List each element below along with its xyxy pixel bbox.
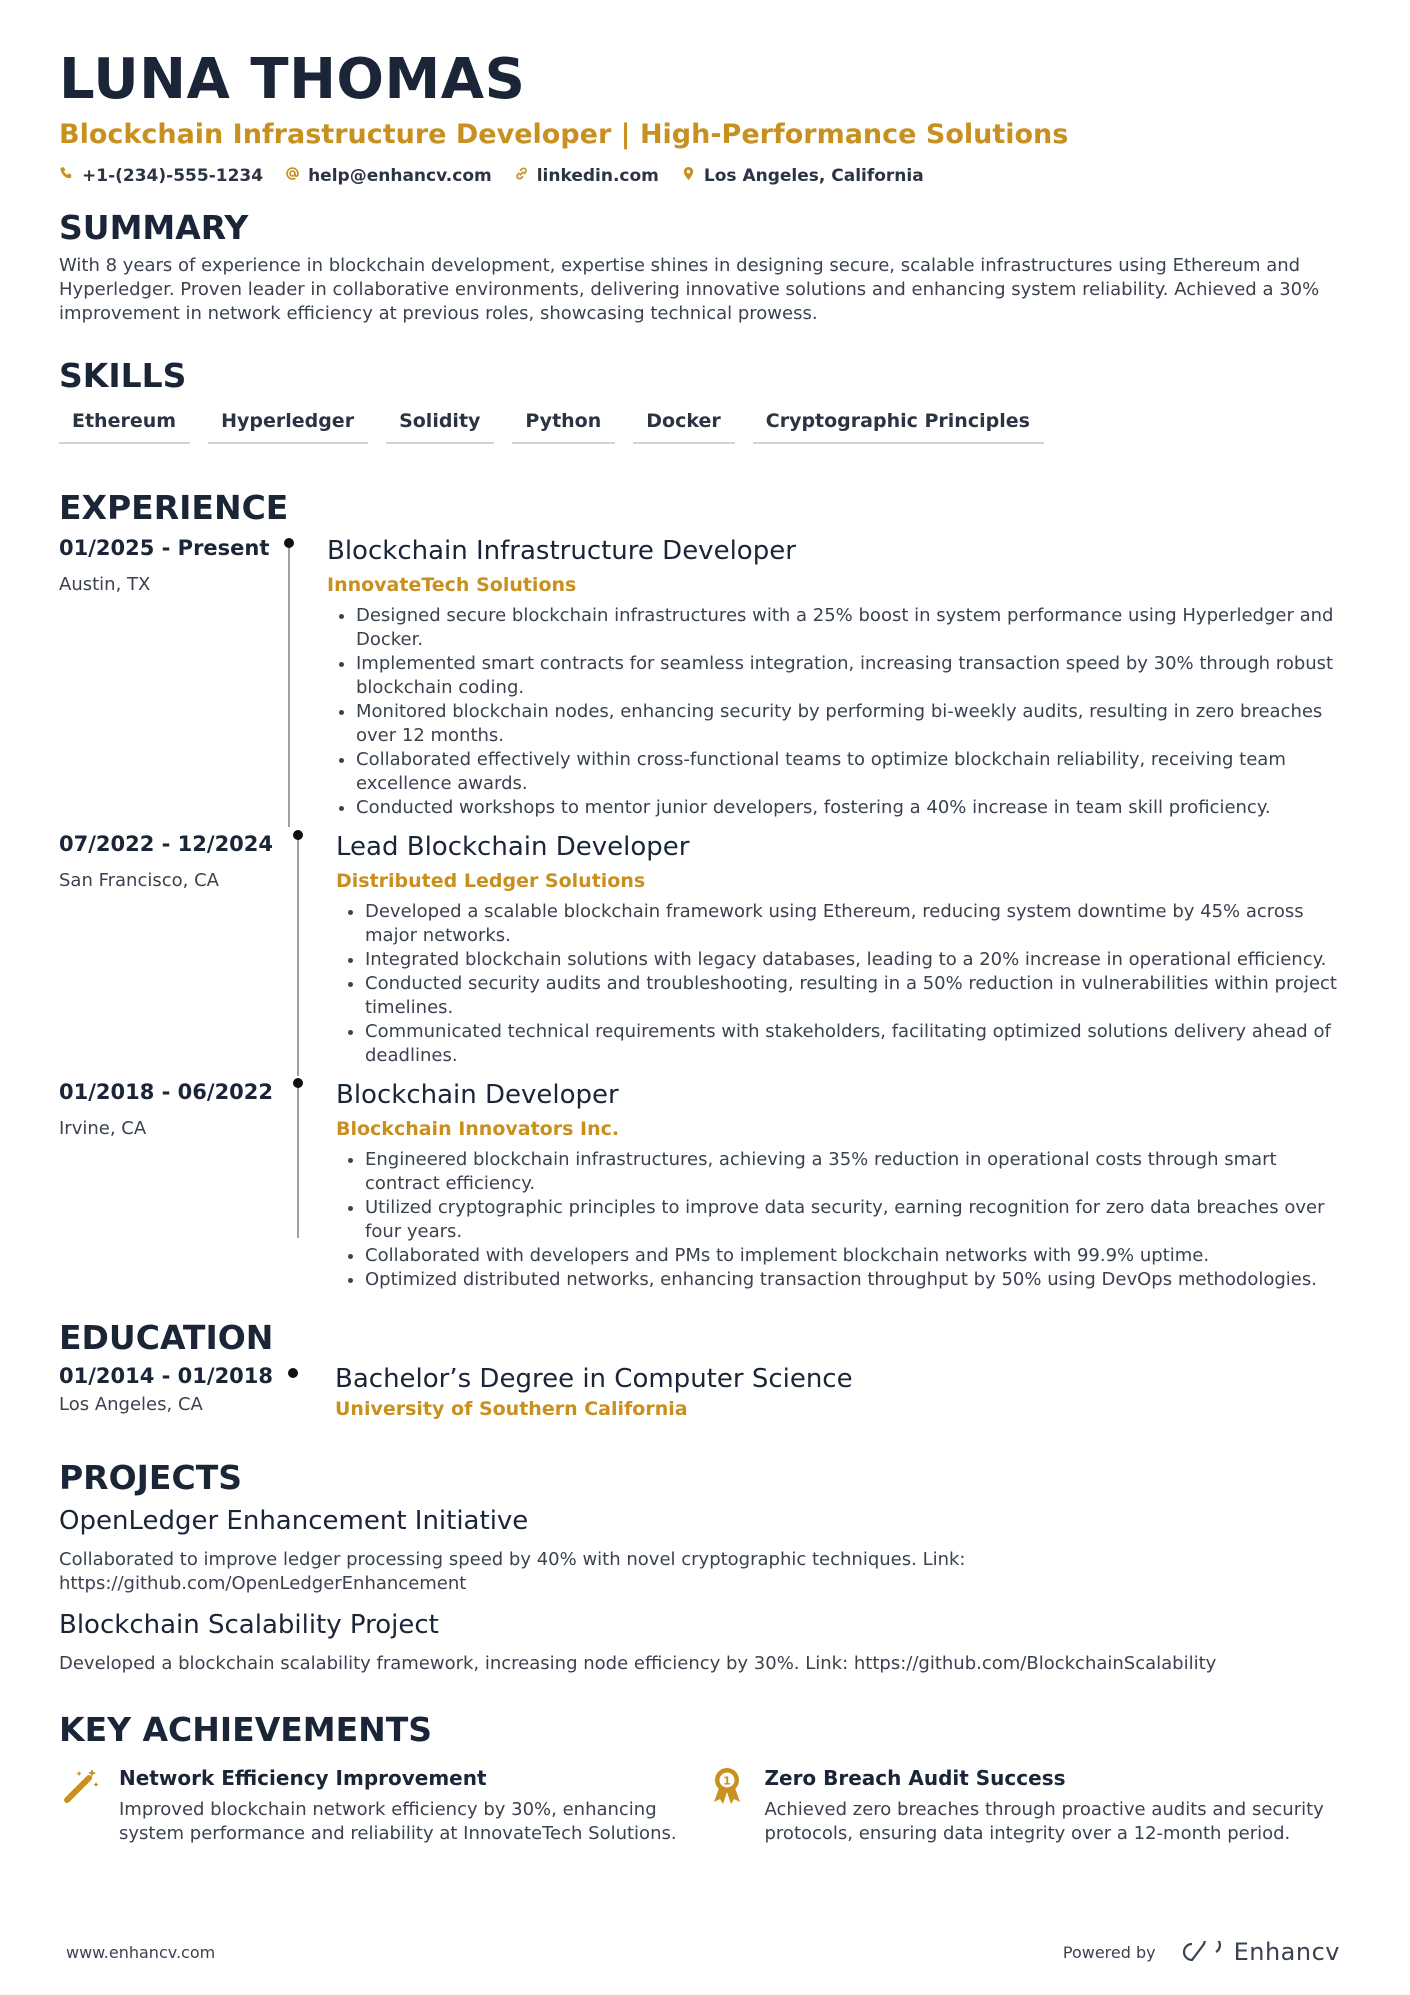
contact-row <box>59 166 1350 186</box>
skill-tag: Cryptographic Principles <box>753 408 1044 444</box>
magic-wand-icon <box>59 1764 103 1808</box>
summary-heading: SUMMARY <box>59 208 249 247</box>
footer-website-link[interactable]: www.enhancv.com <box>66 1942 216 1962</box>
footer <box>66 1938 1340 1966</box>
enhancv-logo-icon <box>1182 1941 1226 1963</box>
job-location: Austin, TX <box>59 574 151 595</box>
education-date: 01/2014 - 01/2018 <box>59 1364 274 1388</box>
timeline-line <box>297 1082 299 1238</box>
timeline-dot <box>284 538 294 548</box>
job-entry <box>59 830 1350 1068</box>
education-heading: EDUCATION <box>59 1318 274 1357</box>
achievements-grid <box>59 1764 1350 1846</box>
contact-location <box>681 166 924 186</box>
achievement-description: Achieved zero breaches through proactive audits and security protocols, ensuring data integrity over a 12-month period. <box>764 1799 1324 1844</box>
education-section <box>59 1318 1350 1422</box>
project-description: Developed a blockchain scalability framework, increasing node efficiency by 30%. Link: https://github.com/BlockchainScalability <box>59 1653 1217 1674</box>
location-text: Los Angeles, California <box>703 166 924 186</box>
contact-phone[interactable] <box>59 166 263 186</box>
powered-by-label: Powered by <box>1062 1942 1156 1962</box>
job-bullet: • Implemented smart contracts for seamless integration, increasing transaction speed by 30% through robust blockchain coding. <box>356 652 1350 700</box>
timeline-line <box>288 542 290 827</box>
achievements-heading: KEY ACHIEVEMENTS <box>59 1710 433 1749</box>
achievements-section <box>59 1710 1350 1846</box>
achievement-item <box>705 1764 1351 1846</box>
job-location: San Francisco, CA <box>59 870 219 891</box>
timeline-dot <box>293 830 303 840</box>
at-icon <box>285 166 300 186</box>
powered-by <box>1063 1938 1340 1966</box>
job-bullet: • Communicated technical requirements with stakeholders, facilitating optimized solutions delivery ahead of deadlines. <box>365 1020 1350 1068</box>
job-location: Irvine, CA <box>59 1118 147 1139</box>
summary-section <box>59 208 1350 326</box>
enhancv-logo[interactable] <box>1182 1938 1340 1966</box>
timeline-line <box>297 834 299 1076</box>
job-title: Lead Blockchain Developer <box>336 832 690 862</box>
contact-linkedin[interactable] <box>514 166 659 186</box>
timeline-dot <box>293 1078 303 1088</box>
experience-section <box>59 488 1350 1292</box>
achievement-item <box>59 1764 705 1846</box>
job-bullet: • Designed secure blockchain infrastructures with a 25% boost in system performance using Hyperledger and Docker. <box>356 604 1350 652</box>
skills-list <box>59 408 1350 444</box>
svg-text:1: 1 <box>722 1774 731 1788</box>
job-bullet: • Engineered blockchain infrastructures, achieving a 35% reduction in operational costs through smart contract efficiency. <box>365 1148 1350 1196</box>
job-date: 01/2018 - 06/2022 <box>59 1080 274 1104</box>
skills-section <box>59 356 1350 444</box>
education-degree: Bachelor’s Degree in Computer Science <box>335 1364 853 1394</box>
phone-icon <box>59 166 74 186</box>
award-ribbon-icon <box>705 1764 749 1808</box>
job-bullet: • Conducted security audits and troubleshooting, resulting in a 50% reduction in vulnerabilities within project timelines. <box>365 972 1350 1020</box>
job-bullet: • Collaborated with developers and PMs to implement blockchain networks with 99.9% uptime. <box>365 1244 1350 1268</box>
timeline-dot <box>288 1368 298 1378</box>
job-title: Blockchain Infrastructure Developer <box>327 536 796 566</box>
skill-tag: Docker <box>633 408 734 444</box>
job-bullet: • Collaborated effectively within cross-functional teams to optimize blockchain reliability, receiving team excellence awards. <box>356 748 1350 796</box>
candidate-headline: Blockchain Infrastructure Developer | High-Performance Solutions <box>59 119 1069 150</box>
candidate-name: LUNA THOMAS <box>59 47 526 112</box>
contact-email[interactable] <box>285 166 492 186</box>
job-entry <box>59 1078 1350 1292</box>
skill-tag: Python <box>512 408 615 444</box>
job-bullet: • Monitored blockchain nodes, enhancing security by performing bi-weekly audits, resulting in zero breaches over 12 months. <box>356 700 1350 748</box>
skill-tag: Ethereum <box>59 408 190 444</box>
experience-heading: EXPERIENCE <box>59 488 289 527</box>
job-company: Distributed Ledger Solutions <box>336 870 646 892</box>
job-date: 07/2022 - 12/2024 <box>59 832 274 856</box>
skill-tag: Solidity <box>386 408 494 444</box>
phone-text: +1-(234)-555-1234 <box>82 166 264 186</box>
enhancv-logo-text: Enhancv <box>1233 1938 1340 1966</box>
job-entry <box>59 534 1350 820</box>
job-bullets <box>327 604 1350 820</box>
education-school: University of Southern California <box>335 1398 688 1420</box>
job-bullet: • Conducted workshops to mentor junior developers, fostering a 40% increase in team skill proficiency. <box>356 796 1350 820</box>
projects-section <box>59 1458 1350 1676</box>
job-bullet: • Developed a scalable blockchain framework using Ethereum, reducing system downtime by 45% across major networks. <box>365 900 1350 948</box>
job-bullets <box>336 1148 1350 1292</box>
skills-heading: SKILLS <box>59 356 187 395</box>
project-title: Blockchain Scalability Project <box>59 1610 439 1640</box>
achievement-title: Zero Breach Audit Success <box>764 1766 1066 1790</box>
job-company: Blockchain Innovators Inc. <box>336 1118 620 1140</box>
job-date: 01/2025 - Present <box>59 536 270 560</box>
job-bullet: • Integrated blockchain solutions with legacy databases, leading to a 20% increase in operational efficiency. <box>365 948 1350 972</box>
job-title: Blockchain Developer <box>336 1080 619 1110</box>
skill-tag: Hyperledger <box>208 408 368 444</box>
project-description: Collaborated to improve ledger processing speed by 40% with novel cryptographic techniques. Link: https://github.com/OpenLedgerEnhancement <box>59 1549 966 1594</box>
projects-heading: PROJECTS <box>59 1458 242 1497</box>
linkedin-text: linkedin.com <box>536 166 659 186</box>
job-company: InnovateTech Solutions <box>327 574 577 596</box>
achievement-title: Network Efficiency Improvement <box>119 1766 487 1790</box>
link-icon <box>514 166 529 186</box>
job-bullets <box>336 900 1350 1068</box>
location-pin-icon <box>681 166 696 186</box>
email-text: help@enhancv.com <box>308 166 492 186</box>
job-bullet: • Utilized cryptographic principles to improve data security, earning recognition for zero data breaches over four years. <box>365 1196 1350 1244</box>
education-entry <box>59 1362 1350 1422</box>
job-bullet: • Optimized distributed networks, enhancing transaction throughput by 50% using DevOps methodologies. <box>365 1268 1350 1292</box>
achievement-description: Improved blockchain network efficiency by 30%, enhancing system performance and reliability at InnovateTech Solutions. <box>119 1799 677 1844</box>
summary-text: With 8 years of experience in blockchain development, expertise shines in designing secure, scalable infrastructures using Ethereum and Hyperledger. Proven leader in collaborative environments, delivering innovative solutions and enhancing system reliability. Achieved a 30% improvement in network efficiency at previous roles, showcasing technical prowess. <box>59 255 1320 324</box>
project-title: OpenLedger Enhancement Initiative <box>59 1506 529 1536</box>
education-location: Los Angeles, CA <box>59 1394 203 1415</box>
